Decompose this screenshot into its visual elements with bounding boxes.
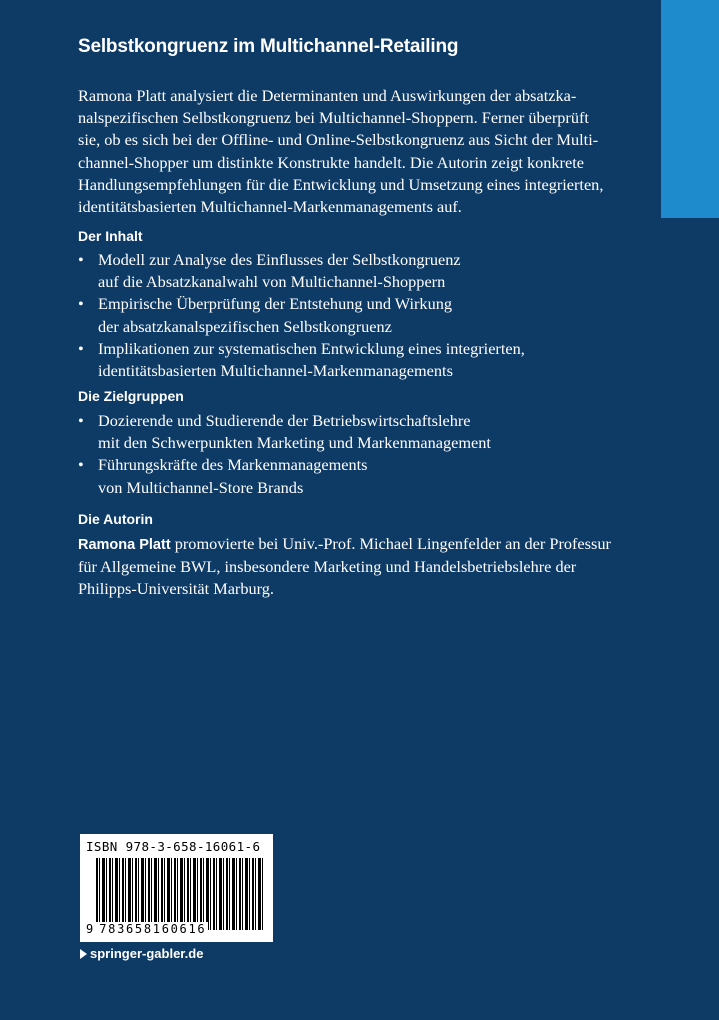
author-heading: Die Autorin	[78, 511, 153, 527]
list-item: • Führungskräfte des Markenmanagements von Multichannel-Store Brands	[78, 455, 368, 497]
intro-line: channel-Shopper um distinkte Konstrukte handelt. Die Autorin zeigt konkrete	[78, 152, 584, 172]
ean-first-digit: 9	[86, 922, 94, 936]
accent-bar	[661, 0, 719, 218]
author-bio-line: Philipps-Universität Marburg.	[78, 579, 274, 599]
bullet-icon: •	[78, 455, 84, 475]
author-name: Ramona Platt	[78, 537, 171, 553]
author-bio-line: promovierte bei Univ.-Prof. Michael Lingenfelder an der Professur	[174, 534, 611, 553]
intro-line: nalspezifischen Selbstkongruenz bei Multichannel-Shoppern. Ferner überprüft	[78, 108, 589, 128]
audience-heading: Die Zielgruppen	[78, 388, 184, 404]
isbn-label: ISBN 978-3-658-16061-6	[86, 839, 261, 854]
arrow-right-icon	[80, 949, 87, 959]
website-label: springer-gabler.de	[90, 946, 204, 961]
list-item: • Empirische Überprüfung der Entstehung und Wirkung der absatzkanalspezifischen Selbstkongruenz	[78, 294, 452, 336]
intro-line: Handlungsempfehlungen für die Entwicklung und Umsetzung eines integrierten,	[78, 174, 604, 194]
intro-paragraph	[78, 85, 644, 218]
list-item: • Dozierende und Studierende der Betriebswirtschaftslehre mit den Schwerpunkten Marketing und Markenmanagement	[78, 411, 491, 453]
bullet-icon: •	[78, 294, 84, 314]
barcode-bars	[96, 858, 264, 930]
bullet-icon: •	[78, 338, 84, 358]
intro-line: Ramona Platt analysiert die Determinanten und Auswirkungen der absatzka-	[78, 86, 577, 105]
book-title: Selbstkongruenz im Multichannel-Retailing	[78, 36, 459, 57]
author-bio-line: für Allgemeine BWL, insbesondere Marketing und Handelsbetriebslehre der	[78, 557, 577, 577]
list-item: • Implikationen zur systematischen Entwicklung eines integrierten, identitätsbasierten Multichannel-Markenmanagements	[78, 338, 525, 381]
content-list	[78, 249, 644, 382]
bullet-icon: •	[78, 250, 84, 269]
author-bio	[78, 533, 644, 601]
isbn-barcode	[80, 834, 273, 942]
bullet-icon: •	[78, 411, 84, 430]
content-heading: Der Inhalt	[78, 228, 143, 244]
audience-list	[78, 410, 644, 499]
publisher-website[interactable]	[80, 946, 203, 961]
ean-number	[84, 922, 208, 936]
ean-digits: 783658160616	[99, 922, 207, 936]
list-item: • Modell zur Analyse des Einflusses der Selbstkongruenz auf die Absatzkanalwahl von Multichannel-Shoppern	[78, 250, 461, 292]
intro-line: identitätsbasierten Multichannel-Markenmanagements auf.	[78, 197, 462, 217]
intro-line: sie, ob es sich bei der Offline- und Online-Selbstkongruenz aus Sicht der Multi-	[78, 130, 599, 150]
